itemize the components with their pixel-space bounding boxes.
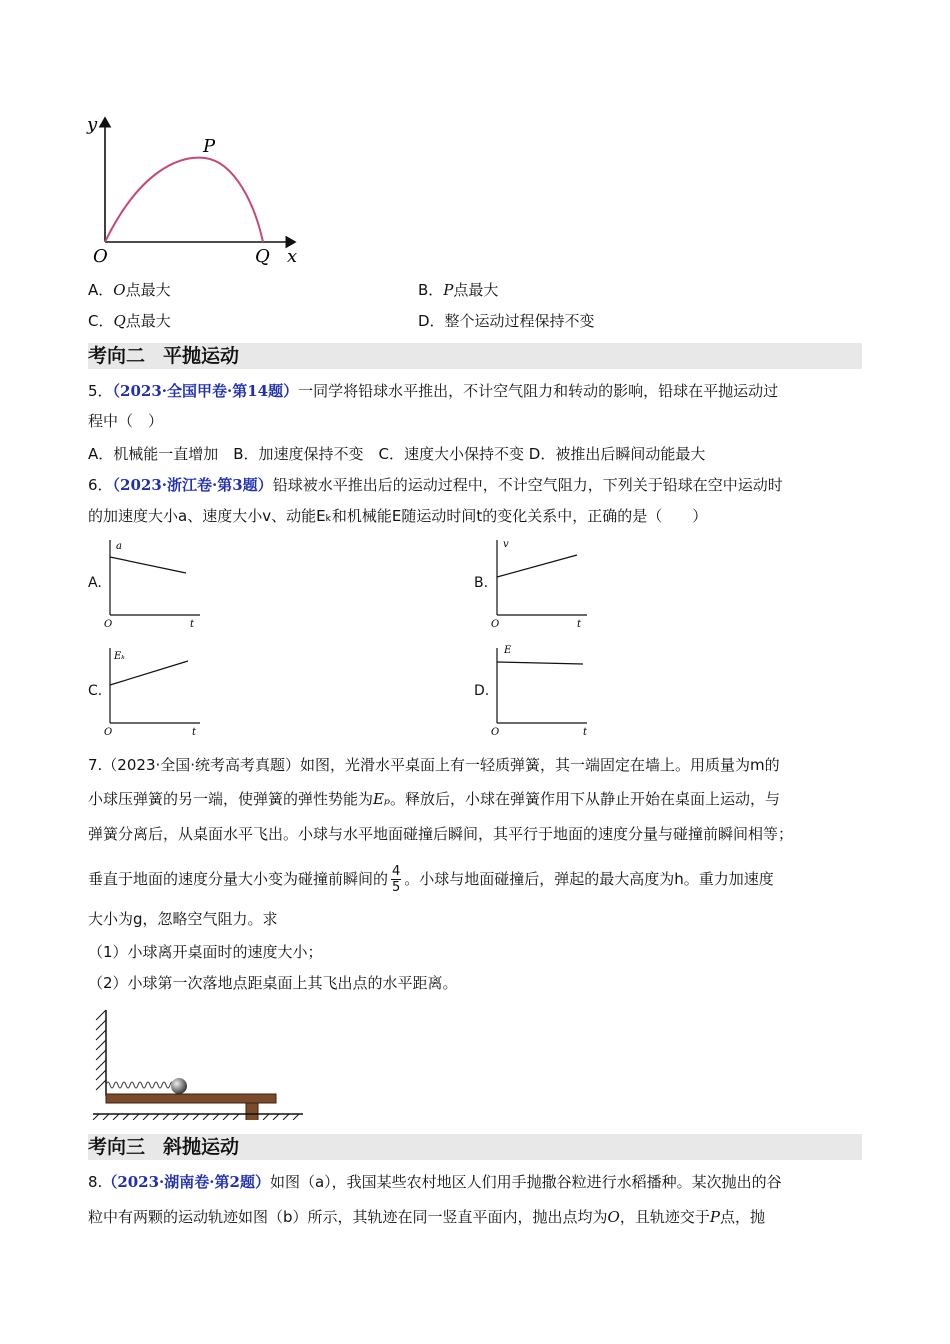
q6-graph-a-line [110, 557, 186, 573]
q6-line2: 的加速度大小a、速度大小v、动能Eₖ和机械能E随运动时间t的变化关系中，正确的是（ ） [88, 507, 708, 525]
q6-graph-b[interactable] [487, 535, 597, 630]
origin-label: O [93, 246, 108, 267]
svg-text:t: t [192, 727, 197, 738]
svg-text:Eₖ: Eₖ [114, 651, 125, 662]
section2-heading: 考向二 平抛运动 [88, 345, 240, 367]
x-axis-label: x [287, 246, 298, 267]
q6-graph-d[interactable] [487, 643, 597, 738]
q6-graph-b-line [497, 555, 577, 577]
q4-option-d[interactable]: D．整个运动过程保持不变 [418, 312, 595, 330]
svg-text:t: t [583, 727, 588, 738]
q6-line1: 6．（2023·浙江卷·第3题）铅球被水平推出后的运动过程中，不计空气阻力，下列关于铅球在空中运动时 [88, 476, 783, 494]
q6-graph-c-line [110, 661, 188, 685]
trajectory-graph [85, 110, 315, 270]
svg-text:O: O [491, 619, 500, 630]
q6-graph-a[interactable] [100, 535, 210, 630]
q8-line2: 粒中有两颗的运动轨迹如图（b）所示，其轨迹在同一竖直平面内，抛出点均为O，且轨迹交于P点，抛 [88, 1208, 765, 1226]
q6-graph-d-line [497, 662, 583, 664]
ball [171, 1078, 187, 1094]
svg-text:t: t [577, 619, 582, 630]
spring [106, 1082, 182, 1088]
spring-table-figure [88, 1002, 313, 1120]
peak-label: P [203, 136, 216, 157]
q7-line2: 小球压弹簧的另一端，使弹簧的弹性势能为Eₚ。释放后，小球在弹簧作用下从静止开始在桌面上运动，与 [88, 790, 780, 808]
svg-text:t: t [190, 619, 195, 630]
section3-heading: 考向三 斜抛运动 [88, 1136, 240, 1158]
q4-option-a[interactable]: A．O点最大 [88, 281, 171, 299]
q7-line3: 弹簧分离后，从桌面水平飞出。小球与水平地面碰撞后瞬间，其平行于地面的速度分量与碰撞前瞬间相等； [88, 825, 794, 843]
table-leg [246, 1103, 258, 1120]
svg-text:O: O [104, 619, 113, 630]
svg-text:E: E [504, 645, 512, 656]
q7-line5: 大小为g，忽略空气阻力。求 [88, 910, 278, 928]
q7-sub1: （1）小球离开桌面时的速度大小； [88, 943, 323, 961]
q6-option-c-label[interactable]: C. [88, 683, 103, 699]
q7-sub2: （2）小球第一次落地点距桌面上其飞出点的水平距离。 [88, 974, 458, 992]
svg-text:a: a [116, 541, 122, 552]
q6-option-a-label[interactable]: A. [88, 575, 102, 591]
q8-source: （2023·湖南卷·第2题） [102, 1173, 270, 1191]
end-label: Q [255, 246, 270, 267]
q7-ep-var: Eₚ [373, 790, 390, 808]
table-top [106, 1094, 276, 1103]
q6-option-b-label[interactable]: B. [474, 575, 489, 591]
q5-line2: 程中（ ） [88, 412, 164, 430]
q6-source: （2023·浙江卷·第3题） [112, 476, 273, 494]
q5-line1: 5．（2023·全国甲卷·第14题）一同学将铅球水平推出，不计空气阻力和转动的影响，铅球在平抛运动过 [88, 382, 779, 400]
q4-option-c[interactable]: C．Q点最大 [88, 312, 171, 330]
svg-text:O: O [491, 727, 500, 738]
q6-option-d-label[interactable]: D. [474, 683, 490, 699]
q7-line4: 垂直于地面的速度分量大小变为碰撞前瞬间的 $\frac{4}{5}$ 。小球与地面碰撞后，弹起的最大高度为h。重力加速度 [88, 864, 774, 895]
y-axis-label: y [87, 114, 98, 135]
q8-line1: 8.（2023·湖南卷·第2题）如图（a），我国某些农村地区人们用手抛撒谷粒进行水稻播种。某次抛出的谷 [88, 1173, 782, 1191]
q5-options[interactable]: A．机械能一直增加 B．加速度保持不变 C．速度大小保持不变 D．被推出后瞬间动能最大 [88, 445, 706, 463]
q7-line1: 7.（2023·全国·统考高考真题）如图，光滑水平桌面上有一轻质弹簧，其一端固定在墙上。用质量为m的 [88, 756, 780, 774]
q4-option-b[interactable]: B．P点最大 [418, 281, 499, 299]
q5-source: （2023·全国甲卷·第14题） [112, 382, 299, 400]
svg-text:v: v [503, 539, 509, 550]
q7-fraction: $\frac{4}{5}$ [392, 864, 401, 895]
q6-graph-c[interactable] [100, 643, 210, 738]
trajectory-curve [105, 158, 263, 242]
svg-text:O: O [104, 727, 113, 738]
